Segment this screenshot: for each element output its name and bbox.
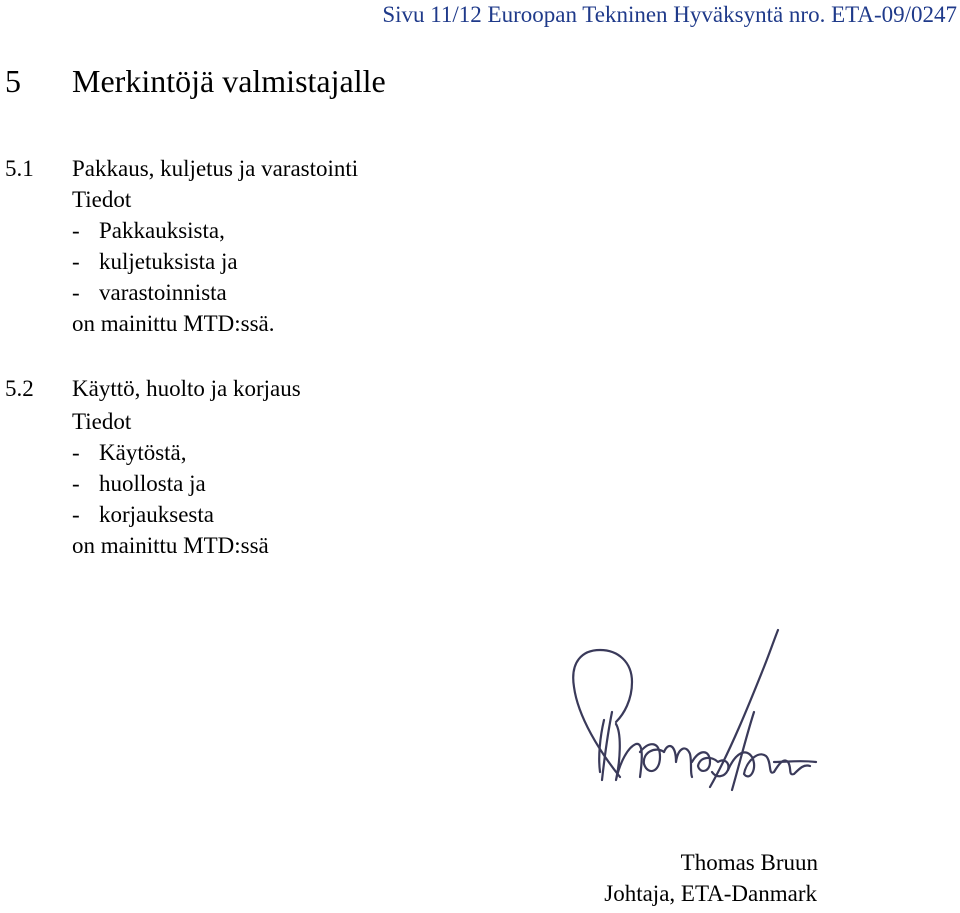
- section-5-2-body: [72, 406, 269, 561]
- list-dash: -: [72, 471, 80, 496]
- section-number: 5.1: [5, 156, 34, 181]
- list-item-text: varastoinnista: [99, 280, 227, 305]
- section-5-1-body: [72, 184, 275, 339]
- list-dash: -: [72, 280, 80, 305]
- list-dash: -: [72, 249, 80, 274]
- list-item: [72, 215, 275, 246]
- section-number: 5: [5, 63, 21, 99]
- body-outro: on mainittu MTD:ssä: [72, 533, 269, 558]
- list-item: [72, 277, 275, 308]
- body-intro: Tiedot: [72, 409, 132, 434]
- section-5-1-heading: [5, 155, 358, 183]
- list-item: [72, 468, 269, 499]
- handwritten-signature: [560, 612, 830, 837]
- list-item: [72, 437, 269, 468]
- list-item-text: huollosta ja: [99, 471, 206, 496]
- list-item: [72, 246, 275, 277]
- signer-name: Thomas Bruun: [680, 850, 818, 875]
- list-item-text: Käytöstä,: [99, 440, 187, 465]
- list-dash: -: [72, 218, 80, 243]
- section-number: 5.2: [5, 376, 34, 401]
- list-item: [72, 499, 269, 530]
- list-item-text: kuljetuksista ja: [99, 249, 238, 274]
- section-title: Käyttö, huolto ja korjaus: [72, 376, 301, 401]
- signer-role: Johtaja, ETA-Danmark: [604, 881, 817, 906]
- section-5-heading: [5, 62, 386, 100]
- body-intro: Tiedot: [72, 187, 132, 212]
- list-dash: -: [72, 502, 80, 527]
- page-header: Sivu 11/12 Euroopan Tekninen Hyväksyntä nro. ETA-09/0247: [382, 2, 957, 27]
- body-outro: on mainittu MTD:ssä.: [72, 311, 275, 336]
- section-5-2-heading: [5, 375, 301, 403]
- list-dash: -: [72, 440, 80, 465]
- list-item-text: korjauksesta: [99, 502, 214, 527]
- section-title: Merkintöjä valmistajalle: [72, 63, 386, 99]
- list-item-text: Pakkauksista,: [99, 218, 225, 243]
- section-title: Pakkaus, kuljetus ja varastointi: [72, 156, 359, 181]
